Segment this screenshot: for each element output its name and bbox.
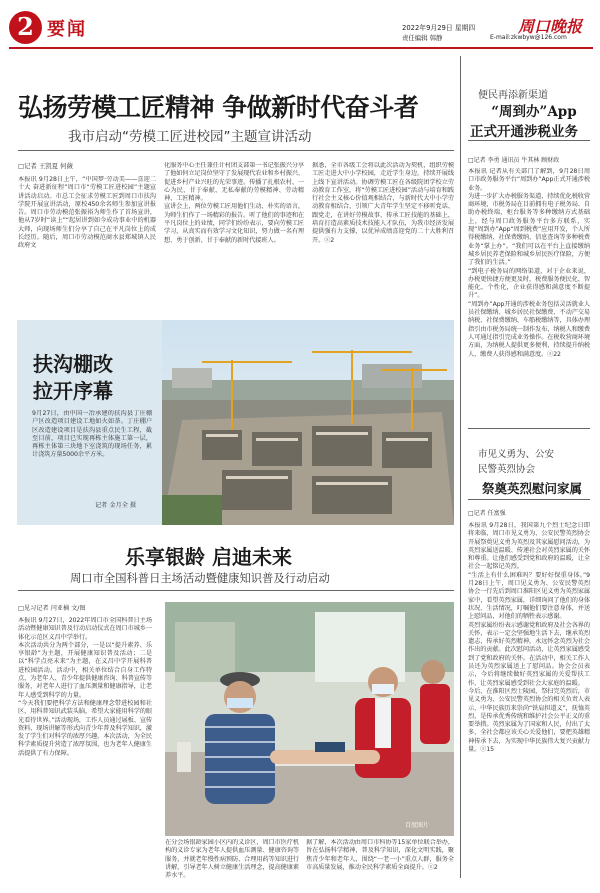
feature-headline-line2: 拉开序幕 bbox=[33, 379, 113, 403]
contact-email: E-mail:zkwbyw@126.com bbox=[490, 34, 567, 41]
lead-column-2: 化服务中心主任兼任计村团支部第一书记张振兴分享了他如何立足岗位坚守了发展现代农业和乡村振兴、促进乡村产业兴旺的光荣事迹。传播了扎根农村、一心为民、甘于奉献、无私奉献的劳模精神、劳动精神、工匠精神。 宣讲会上，两位劳模工匠用他们生动、朴实的语言，为师生们作了一场精彩的报告。听了他们的事迹和在平凡岗位上的业绩，同学们纷纷表示，要向劳模工匠学习，从真实而有效学习文化知识，努力做一名有理想、勇于创新、甘于奉献的新时代接班人。 bbox=[164, 162, 304, 244]
bottom-rule bbox=[18, 590, 454, 591]
column-divider bbox=[460, 56, 461, 878]
sidebar1-headline-line2: 正式开通涉税业务 bbox=[470, 124, 578, 140]
sidebar1-body: 本报讯 记者从有关部门了解到，9月28日周口市政务服务平台“周到办”App正式开通涉税业务。 为进一步扩大办税服务渠道，持续优化税收营商环境，市税务局在目前拥有电子税务局、自助办税终端、柜台服务等多种缴纳方式基础上，经与周口政务服务平台多方联系，实现“周到办”App“周到税费”应用开发，个人所得税缴纳、社保费缴纳、信息查询等多种税费业务“掌上办”。“我们可以在平台上直接缴纳城乡居民养老保险和城乡居民医疗保险，方便了我们的生活。” “到电子税务局的网络渠道，对于企业来说，办税更快捷方便更及时，税费服务便民化、智能化、个性化，企业获得感和满意度不断提升”。 “周到办”App开通的涉税业务包括灵活就业人员社保缴纳、城乡居民社保缴费、不动产交易纳税、社保费缴纳、车船税缴纳等，具体办理指引由市税务局统一制作发布，纳税人和缴费人可通过指引完成业务操作。在税收营商环境方面，为纳税人提供更多便利，持续提升纳税人、缴费人获得感和满意度。ⓩ22 bbox=[468, 168, 590, 358]
bottom-column-1: 本报讯 9月27日，2022年周口市全国科普日主场活动暨健康知识普及行动启动仪式在周口市城乡一体化示范区义昌中学举行。 本次活动共分为两个部分，一是以“提升素养、乐享银龄”为主题，开展健康知识普及活动；二是以“科学点亮未来”为主题，在义昌中学开展科普进校园活动。活动中，相关单位结合自身工作特点，为老年人、青少年提供健康咨询、科普宣传等服务，对老年人进行了血压测量和健康指导，让老年人感受到科学的力量。 “今天我们要把科学方法和健康理念带进校园和社区，用科普知识武装头脑，希望大家能用科学的眼光看待世界。”活动现场，工作人员通过展板、宣传资料、现场讲解等形式向青少年普及科学知识，激发了学生们对科学的浓厚兴趣。本次活动，为全民科学素质提升营造了浓厚氛围，也为老年人健康生活提供了有力保障。 bbox=[18, 617, 152, 757]
bottom-byline: □见习记者 闫亚楠 文/图 bbox=[18, 605, 86, 612]
bottom-subhead: 周口市全国科普日主场活动暨健康知识普及行动启动 bbox=[70, 572, 330, 585]
construction-site-illustration bbox=[162, 320, 454, 525]
page-number: 2 bbox=[17, 12, 34, 41]
photo-watermark: 百度图片 bbox=[405, 822, 430, 829]
construction-site-photo bbox=[162, 320, 454, 525]
sidebar1-rule bbox=[468, 140, 590, 141]
sidebar2-headline: 祭奠英烈慰问家属 bbox=[482, 481, 583, 496]
bottom-column-3: 据了解，本次活动由周口市科协等15家单位联合举办，旨在弘扬科学精神，普及科学知识，深化文明实践，聚焦青少年和老年人，围绕“一老一小”重点人群，服务全市高质量发展，推动全民科学素质全面提升。ⓩ2 bbox=[306, 839, 454, 871]
lead-subhead: 我市启动“劳模工匠进校园”主题宣讲活动 bbox=[68, 129, 312, 145]
sidebar2-top-rule bbox=[468, 428, 590, 429]
lead-column-3: 据悉，全市各级工会将以此次活动为契机，组织劳模工匠走进大中小学校园，走近学生身边，持续开展线上线下宣讲活动。协调劳模工匠在各级院团学校立劳动教育工作室，将“劳模工匠进校园”活动与培育和践行社会主义核心价值观相结合，与新时代大中小学劳动教育相结合，引领广大青年学生坚定不移听党话、跟党走，在讲好劳模故事、传承工匠技能的基础上，培育打造高素质技术技能人才队伍，为我市经济发展提供强有力支撑，以优异成绩喜迎党的二十大胜利召开。ⓩ2 bbox=[312, 162, 454, 244]
sidebar2-kicker: 市见义勇为、公安 bbox=[478, 449, 555, 460]
feature-credit: 记者 金月全 摄 bbox=[95, 502, 137, 509]
sidebar2-body: 本报讯 9月28日，我国第九个烈士纪念日即将来临，周口市见义勇为、公安民警英烈协会开展祭奠见义勇为英烈及其家属慰问活动，为英烈家属送温暖、传递社会对英烈家属的关怀和尊重。让他们感受到党和政府的温暖，让全社会一起铭记英烈。 “生活上有什么困难吗？要好好保重身体。”9月28日上午，周口见义勇为、公安民警英烈协会一行先后到周口淮阳区见义勇为英烈家属家中，看望英烈家属，详细询问了他们的身体状况、生活情况，叮嘱他们要注意身体，并送上慰问品，对他们的牺牲表示感谢。 英烈家属纷纷表示感谢党和政府及社会各界的关怀，表示一定会坚强地生活下去，继承英烈遗志，传承好英烈精神，永远怀念英烈为社会作出的贡献。此次慰问活动，让英烈家属感受到了党和政府的关怀。在活动中，相关工作人员还为英烈家属送上了慰问品。协会会员表示，今后将继续做好英烈家属的关爱帮扶工作，让英烈家属感受到社会大家庭的温暖。 今后，在淮阳区烈士陵园，祭扫完英烈后，市见义勇为、公安民警英烈协会的相关负责人表示，中华民族历来崇尚“铁肩担道义”，抚恤英烈，是传承优秀传统和维护社会公平正义的重要举措。英烈家属为了国家和人民，付出了太多，全社会都应该关心关爱他们，要把英雄精神传承下去，为实现中华民族伟大复兴贡献力量。ⓩ15 bbox=[468, 522, 590, 754]
publish-date: 2022年9月29日 星期四 bbox=[402, 24, 476, 32]
feature-headline-line1: 扶沟棚改 bbox=[33, 352, 113, 376]
sidebar1-headline-line1: “周到办”App bbox=[491, 104, 577, 120]
lead-column-1: 本报讯 9月28日上午，“中国梦·劳动美——喜迎二十大 奋进新征程”周口市“劳模工匠进校园”主题宣讲活动启动。市总工会征求劳模工匠到周口市扶沟学院开展宣讲活动，原校450余名师生参加宣讲报告。周口市劳动模范张振裕为师生作了首场宣讲，他从7岁时“读上”“起居讲到如今成功事业中的机器大师，向现场师生们分享了自己在平凡岗位上的成长经历。随后，周口市劳动模范商水县郑城镇人民政府文 bbox=[18, 176, 156, 250]
health-screening-illustration bbox=[165, 602, 454, 836]
responsible-editor: 责任编辑 韩静 bbox=[402, 34, 443, 42]
sidebar2-rule bbox=[468, 499, 590, 500]
lead-headline: 弘扬劳模工匠精神 争做新时代奋斗者 bbox=[18, 93, 419, 122]
lead-rule bbox=[18, 150, 454, 151]
sidebar1-byline: □记者 李勇 通讯员 牛其林 顾财政 bbox=[468, 157, 560, 164]
feature-caption: 9月27日，由中国一冶承建的扶沟县丁庄棚户区改造项目建设工地如火如荼。丁庄棚户区改造建设项目是扶沟县重点民生工程，截至目前，项目已实现再栋主体施工第一层，再栋主体第三块地下室浇筑的现场任务，累计浇筑方量5000余平方米。 bbox=[32, 410, 152, 459]
sidebar2-byline: □记者 任富强 bbox=[468, 510, 506, 517]
sidebar2-kicker-line2: 民警英烈协会 bbox=[478, 464, 536, 475]
section-title: 要闻 bbox=[47, 19, 87, 40]
sidebar1-kicker: 便民再添新渠道 bbox=[478, 90, 548, 101]
health-screening-photo bbox=[165, 602, 454, 836]
bottom-headline: 乐享银龄 启迪未来 bbox=[125, 545, 292, 569]
bottom-photo-caption: 在分会场银龄家园小区内的义诊区，周口市医疗机构的义诊专家为老年人提供血压测量、健康咨询等服务，并就老年慢性病预防、合理用药等知识进行讲解，引导老年人树立健康生活理念，提高健康素养水平。 bbox=[165, 839, 299, 880]
newspaper-brand-logo: 周口晚报 bbox=[518, 17, 583, 36]
lead-byline: □记者 王凯夏 何薇 bbox=[18, 162, 73, 170]
masthead-rule bbox=[9, 47, 593, 49]
